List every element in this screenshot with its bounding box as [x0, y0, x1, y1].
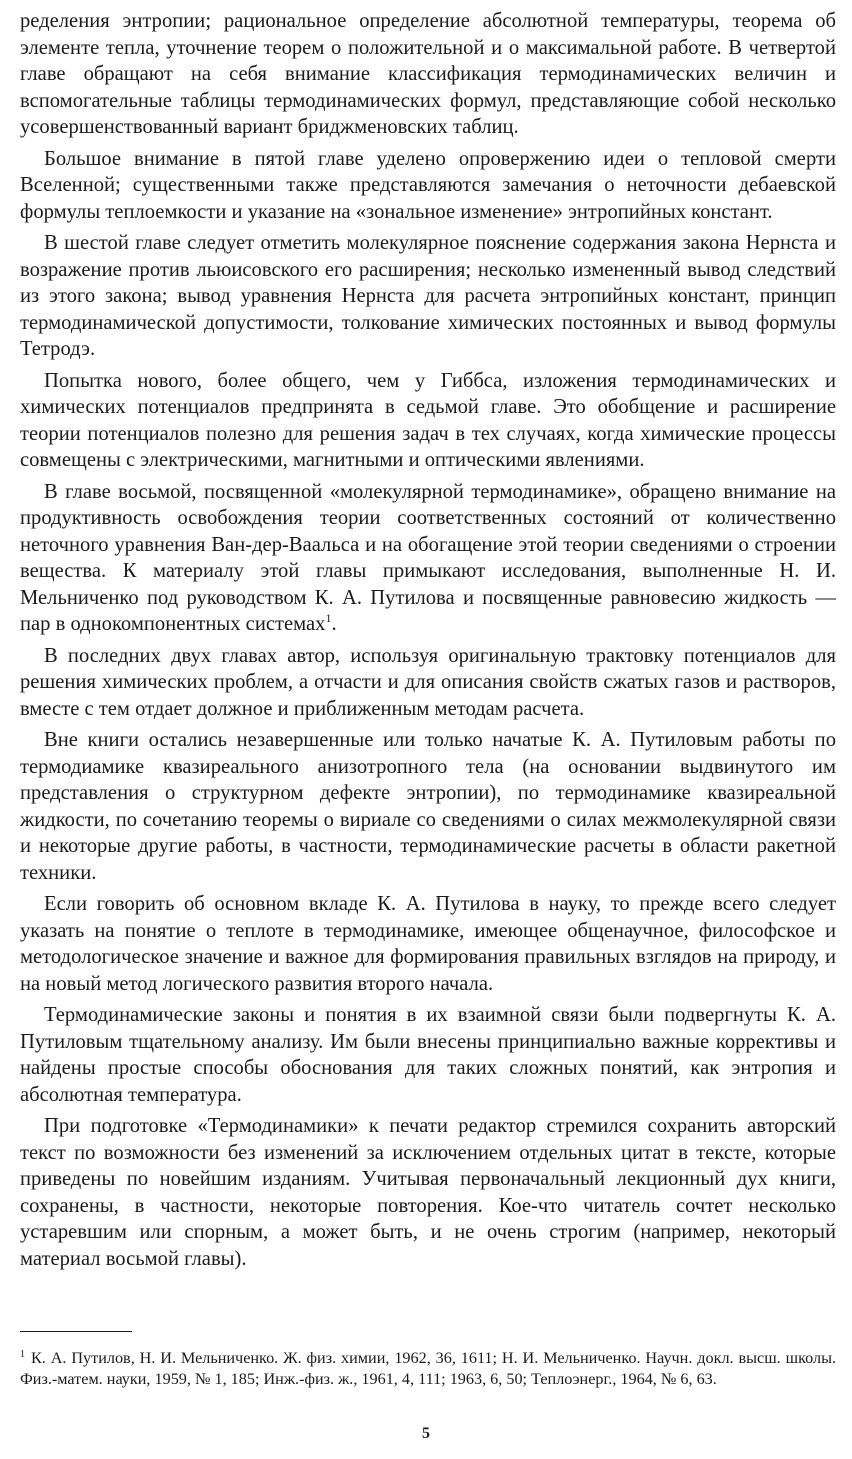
paragraph-5	[20, 479, 836, 638]
paragraph-6: В последних двух главах автор, используя оригинальную трактовку потенциалов для решения химических проблем, а отчасти и для описания свойств сжатых газов и растворов, вместе с тем отдает должное и приближенным методам расчета.	[20, 644, 836, 720]
footnote-text: К. А. Путилов, Н. И. Мельниченко. Ж. физ. химии, 1962, 36, 1611; Н. И. Мельниченко. Научн. докл. высш. школы. Физ.-матем. науки, 1959, № 1, 185; Инж.-физ. ж., 1961, 4, 111; 1963, 6, 50; Теплоэнерг., 1964, № 6, 63.	[20, 1349, 836, 1388]
paragraph-5-text: В главе восьмой, посвященной «молекулярной термодинамике», обращено внимание на продуктивность освобождения теории соответственных состояний от количественно неточного уравнения Ван-дер-Ваальса и на обогащение этой теории сведениями о строении вещества. К материалу этой главы примыкают исследования, выполненные Н. И. Мельниченко под руководством К. А. Путилова и посвященные равновесию жидкость — пар в однокомпонентных системах	[20, 480, 836, 635]
page-number: 5	[422, 1425, 430, 1442]
footnote	[20, 1348, 836, 1390]
paragraph-2: Большое внимание в пятой главе уделено опровержению идеи о тепловой смерти Вселенной; существенными также представляются замечания о неточности дебаевской формулы теплоемкости и указание на «зональное изменение» энтропийных констант.	[20, 147, 836, 223]
paragraph-4: Попытка нового, более общего, чем у Гиббса, изложения термодинамических и химических потенциалов предпринята в седьмой главе. Это обобщение и расширение теории потенциалов полезно для решения задач в тех случаях, когда химические процессы совмещены с электрическими, магнитными и оптическими явлениями.	[20, 369, 836, 471]
page-body	[20, 8, 836, 1277]
paragraph-5-tail: .	[331, 613, 337, 635]
footnote-divider	[20, 1331, 132, 1332]
footnote-reference: 1	[325, 611, 332, 626]
paragraph-8: Если говорить об основном вкладе К. А. Путилова в науку, то прежде всего следует указать на понятие о теплоте в термодинамике, имеющее общенаучное, философское и методологическое значение и важное для формирования правильных взглядов на природу, и на новый метод логического развития второго начала.	[20, 893, 836, 995]
paragraph-10: При подготовке «Термодинамики» к печати редактор стремился сохранить авторский текст по возможности без изменений за исключением отдельных цитат в тексте, которые приведены по новейшим изданиям. Учитывая первоначальный лекционный дух книги, сохранены, в частности, некоторые повторения. Кое-что читатель сочтет несколько устаревшим или спорным, а может быть, и не очень строгим (например, некоторый материал восьмой главы).	[20, 1115, 836, 1270]
footnote-mark: 1	[20, 1348, 25, 1360]
paragraph-7: Вне книги остались незавершенные или только начатые К. А. Путиловым работы по термодиамике квазиреального анизотропного тела (на основании выдвинутого им представления о структурном дефекте энтропии), по термодинамике квазиреальной жидкости, по сочетанию теоремы о вириале со сведениями о силах межмолекулярной связи и некоторые другие работы, в частности, термодинамические расчеты в области ракетной техники.	[20, 729, 836, 884]
paragraph-3: В шестой главе следует отметить молекулярное пояснение содержания закона Нернста и возражение против льюисовского его расширения; несколько измененный вывод следствий из этого закона; вывод уравнения Нернста для расчета энтропийных констант, принцип термодинамической допустимости, толкование химических постоянных и вывод формулы Тетродэ.	[20, 232, 836, 360]
paragraph-9: Термодинамические законы и понятия в их взаимной связи были подвергнуты К. А. Путиловым тщательному анализу. Им были внесены принципиально важные коррективы и найдены простые способы обоснования для таких сложных понятий, как энтропия и абсолютная температура.	[20, 1004, 836, 1106]
paragraph-1: ределения энтропии; рациональное определение абсолютной температуры, теорема об элементе тепла, уточнение теорем о положительной и о максимальной работе. В четвертой главе обращают на себя внимание классификация термодинамических величин и вспомогательные таблицы термодинамических формул, представляющие собой несколько усовершенствованный вариант бриджменовских таблиц.	[20, 10, 836, 138]
